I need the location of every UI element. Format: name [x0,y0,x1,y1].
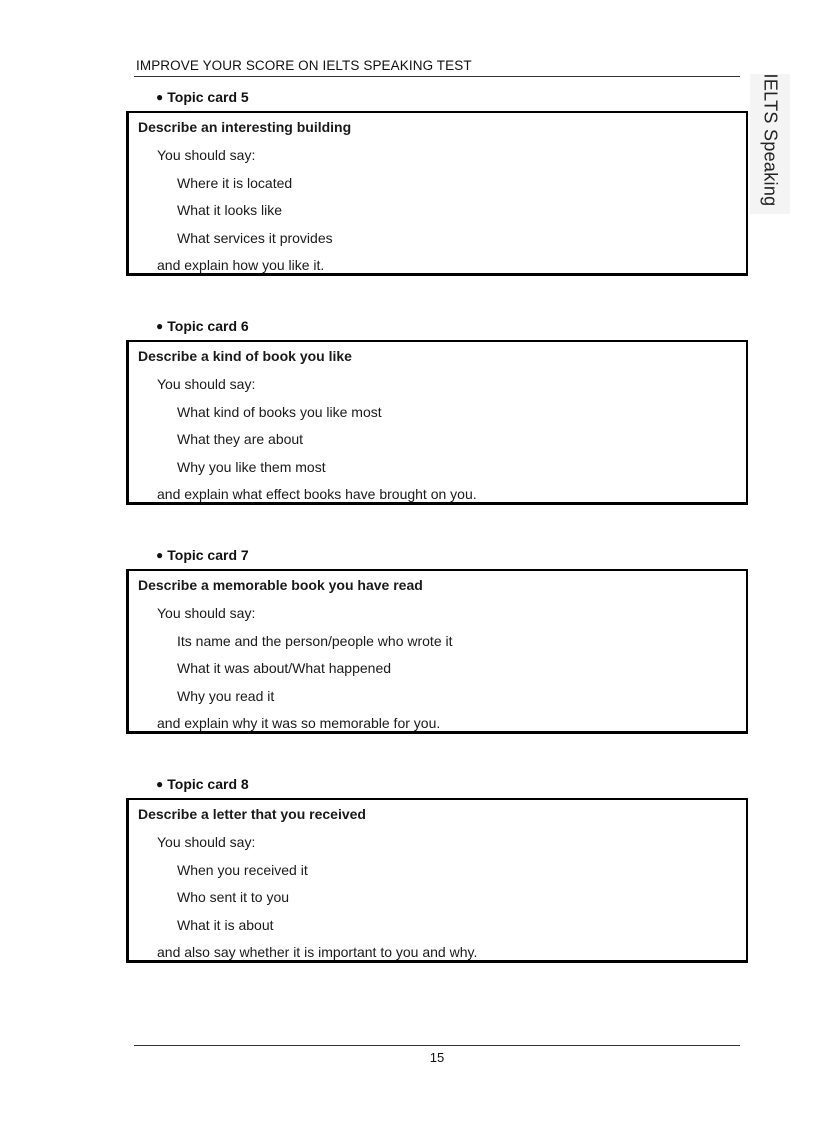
topic-card-label: ● Topic card 7 [156,547,249,563]
card-conclusion: and explain how you like it. [157,257,325,274]
card-conclusion: and explain what effect books have brought on you. [157,486,477,503]
card-title: Describe a kind of book you like [138,348,352,364]
card-intro: You should say: [157,147,256,163]
card-intro: You should say: [157,834,256,850]
card-point: What it was about/What happened [177,660,392,677]
card-point: What it is about [177,916,274,933]
card-point: Who sent it to you [177,889,290,906]
footer-divider [134,1045,740,1046]
card-point: What they are about [177,431,304,448]
topic-card-box [126,798,748,963]
card-intro: You should say: [157,605,256,621]
card-title: Describe an interesting building [138,119,352,135]
header-divider [134,76,740,77]
page-number: 15 [429,1050,445,1065]
topic-card-section [126,318,748,505]
bullet-icon: ● [156,548,164,562]
card-point: What kind of books you like most [177,403,382,420]
card-title: Describe a letter that you received [138,806,366,822]
card-intro: You should say: [157,376,256,392]
bullet-icon: ● [156,90,164,104]
card-point: Why you like them most [177,458,326,475]
topic-card-box [126,340,748,505]
side-tab-label: IELTS Speaking [760,73,781,207]
topic-card-box [126,111,748,276]
card-conclusion: and explain why it was so memorable for you. [157,715,441,732]
topic-card-label: ● Topic card 6 [156,318,249,334]
card-conclusion: and also say whether it is important to you and why. [157,944,478,961]
card-point: Why you read it [177,687,275,704]
topic-card-section [126,547,748,734]
topic-card-label: ● Topic card 5 [156,89,249,105]
card-title: Describe a memorable book you have read [138,577,423,593]
topic-card-label: ● Topic card 8 [156,776,249,792]
card-point: Its name and the person/people who wrote it [177,632,453,649]
topic-card-section [126,89,748,276]
topic-card-box [126,569,748,734]
page-header-title: IMPROVE YOUR SCORE ON IELTS SPEAKING TEST [136,58,472,73]
card-point: Where it is located [177,174,293,191]
topic-card-section [126,776,748,963]
bullet-icon: ● [156,319,164,333]
bullet-icon: ● [156,777,164,791]
card-point: What it looks like [177,202,283,219]
card-point: What services it provides [177,229,333,246]
card-point: When you received it [177,861,308,878]
